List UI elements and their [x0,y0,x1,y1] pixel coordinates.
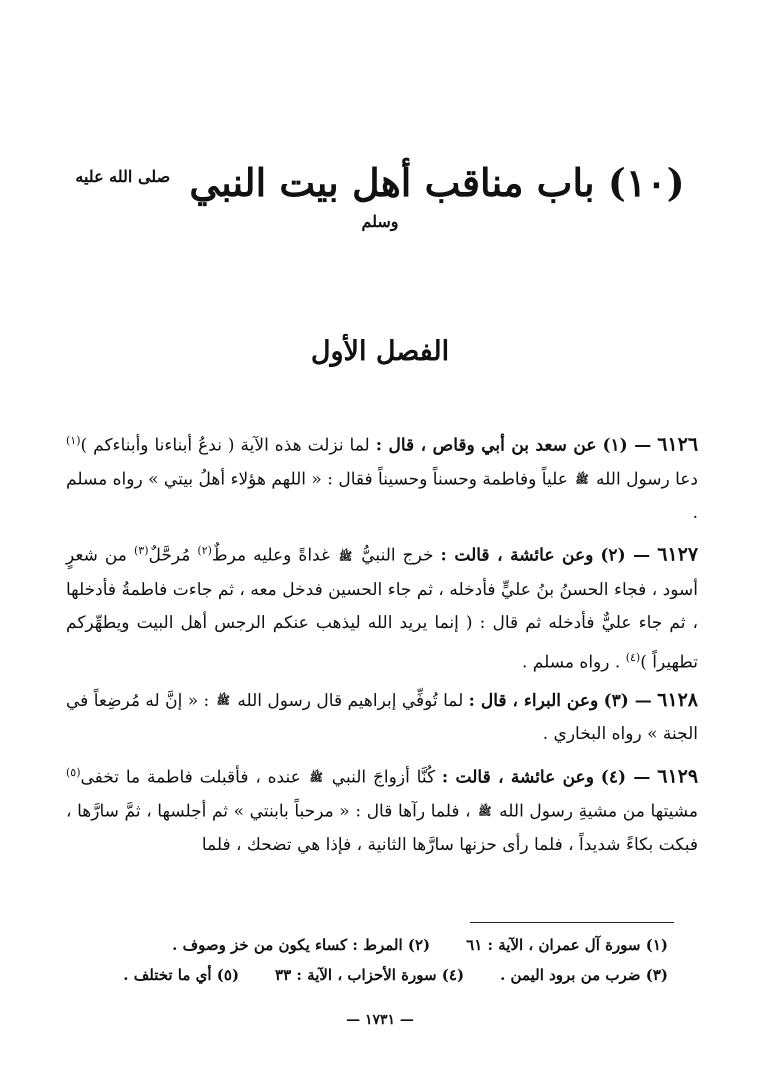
salutation-glyph: ﷺ [478,804,492,818]
honorific-seal: صلى الله عليه وسلم [75,167,399,232]
section-title: الفصل الأول [310,336,450,367]
chapter-title-text: باب مناقب أهل بيت النبي [189,160,595,205]
hadith-text: ، فلما رآها قال : « مرحباً بابنتي » ثم أجلسها ، ثمَّ سارَّها ، فبكت بكاءً شديداً ، فلما رأى حزنها سارَّها الثانية ، فإذا هي تضحك ، فلما [66,801,698,855]
hadith-number: ٦١٢٨ [657,688,698,711]
footnote-ref: (٢) [197,544,212,558]
footnote-ref: (٣) [133,544,149,558]
hadith-text: . رواه مسلم . [522,652,621,673]
footnote-ref: (٤) [625,650,641,664]
hadith-text: كُنَّا أزواجَ النبي [331,767,436,788]
hadith-text: من شعرٍ أسود ، فجاء الحسنُ بنُ عليٍّ فأدخله ، ثم جاء الحسين فدخل معه ، ثم جاءت فاطمةُ فأدخلها ، ثم جاء عليٌّ فأدخله ثم قال : ( إنما يريد الله ليذهب عنكم الرجس أهل البيت ويطهِّركم تطهيراً ) [66,546,698,673]
chapter-title [60,160,700,250]
hadith-text: خرج النبيُّ [361,546,434,567]
salutation-glyph: ﷺ [216,694,230,708]
hadith-text: مُرحَّلٌ [148,546,191,567]
hadith-narrator: وعن عائشة ، قالت : [441,767,594,788]
footnote: (٣) ضرب من برود اليمن . [500,966,668,984]
hadith-subnumber: — (٣) [603,690,652,711]
footnote-ref: (١) [66,434,81,447]
hadith-number: ٦١٢٦ [657,433,699,456]
hadith-text: لما نزلت هذه الآية ( ندعُ أبناءنا وأبناءكم ) [80,435,370,456]
footnote-divider [470,922,674,923]
chapter-number: (١٠) [607,160,685,205]
hadith-6127 [66,534,698,679]
page-number: — ١٧٣١ — [346,1012,414,1028]
hadith-number: ٦١٢٧ [657,544,699,567]
hadith-text: لما تُوفِّي إبراهيم قال رسول الله [237,690,464,711]
hadith-subnumber: — (٢) [600,546,651,567]
hadith-text: عنده ، فأقبلت فاطمة ما تخفى [80,767,301,788]
footnote: (٤) سورة الأحزاب ، الآية : ٣٣ [275,966,465,984]
hadith-text: غداةً وعليه مرطٌ [211,546,330,567]
hadith-number: ٦١٢٩ [657,765,699,788]
hadith-body [66,424,698,866]
hadith-subnumber: — (٤) [600,767,651,788]
salutation-glyph: ﷺ [338,549,353,563]
hadith-text: : « إنَّ له مُرضِعاً في الجنة » رواه البخاري . [66,690,698,745]
footnote: (١) سورة آل عمران ، الآية : ٦١ [466,936,668,954]
hadith-narrator: وعن البراء ، قال : [468,690,599,711]
footnote-line [90,930,668,960]
hadith-text: مشيتها من مشيةِ رسول الله [499,801,699,822]
salutation-glyph: ﷺ [309,771,323,785]
hadith-6126 [66,424,698,530]
footnote-ref: (٥) [66,765,81,779]
footnotes [90,930,668,990]
salutation-glyph: ﷺ [575,473,589,487]
hadith-text: علياً وفاطمة وحسناً وحسيناً فقال : « اللهم هؤلاء أهلُ بيتي » رواه مسلم . [66,469,698,523]
hadith-narrator: وعن عائشة ، قالت : [440,546,594,567]
hadith-6128 [66,684,698,752]
footnote-line [90,960,668,990]
hadith-narrator: عن سعد بن أبي وقاص ، قال : [375,435,597,456]
hadith-subnumber: — (١) [602,435,652,456]
footnote: (٢) المرط : كساء يكون من خز وصوف . [172,936,431,954]
hadith-6129 [66,756,698,862]
hadith-text: دعا رسول الله [596,469,699,490]
footnote: (٥) أي ما تختلف . [123,966,240,984]
